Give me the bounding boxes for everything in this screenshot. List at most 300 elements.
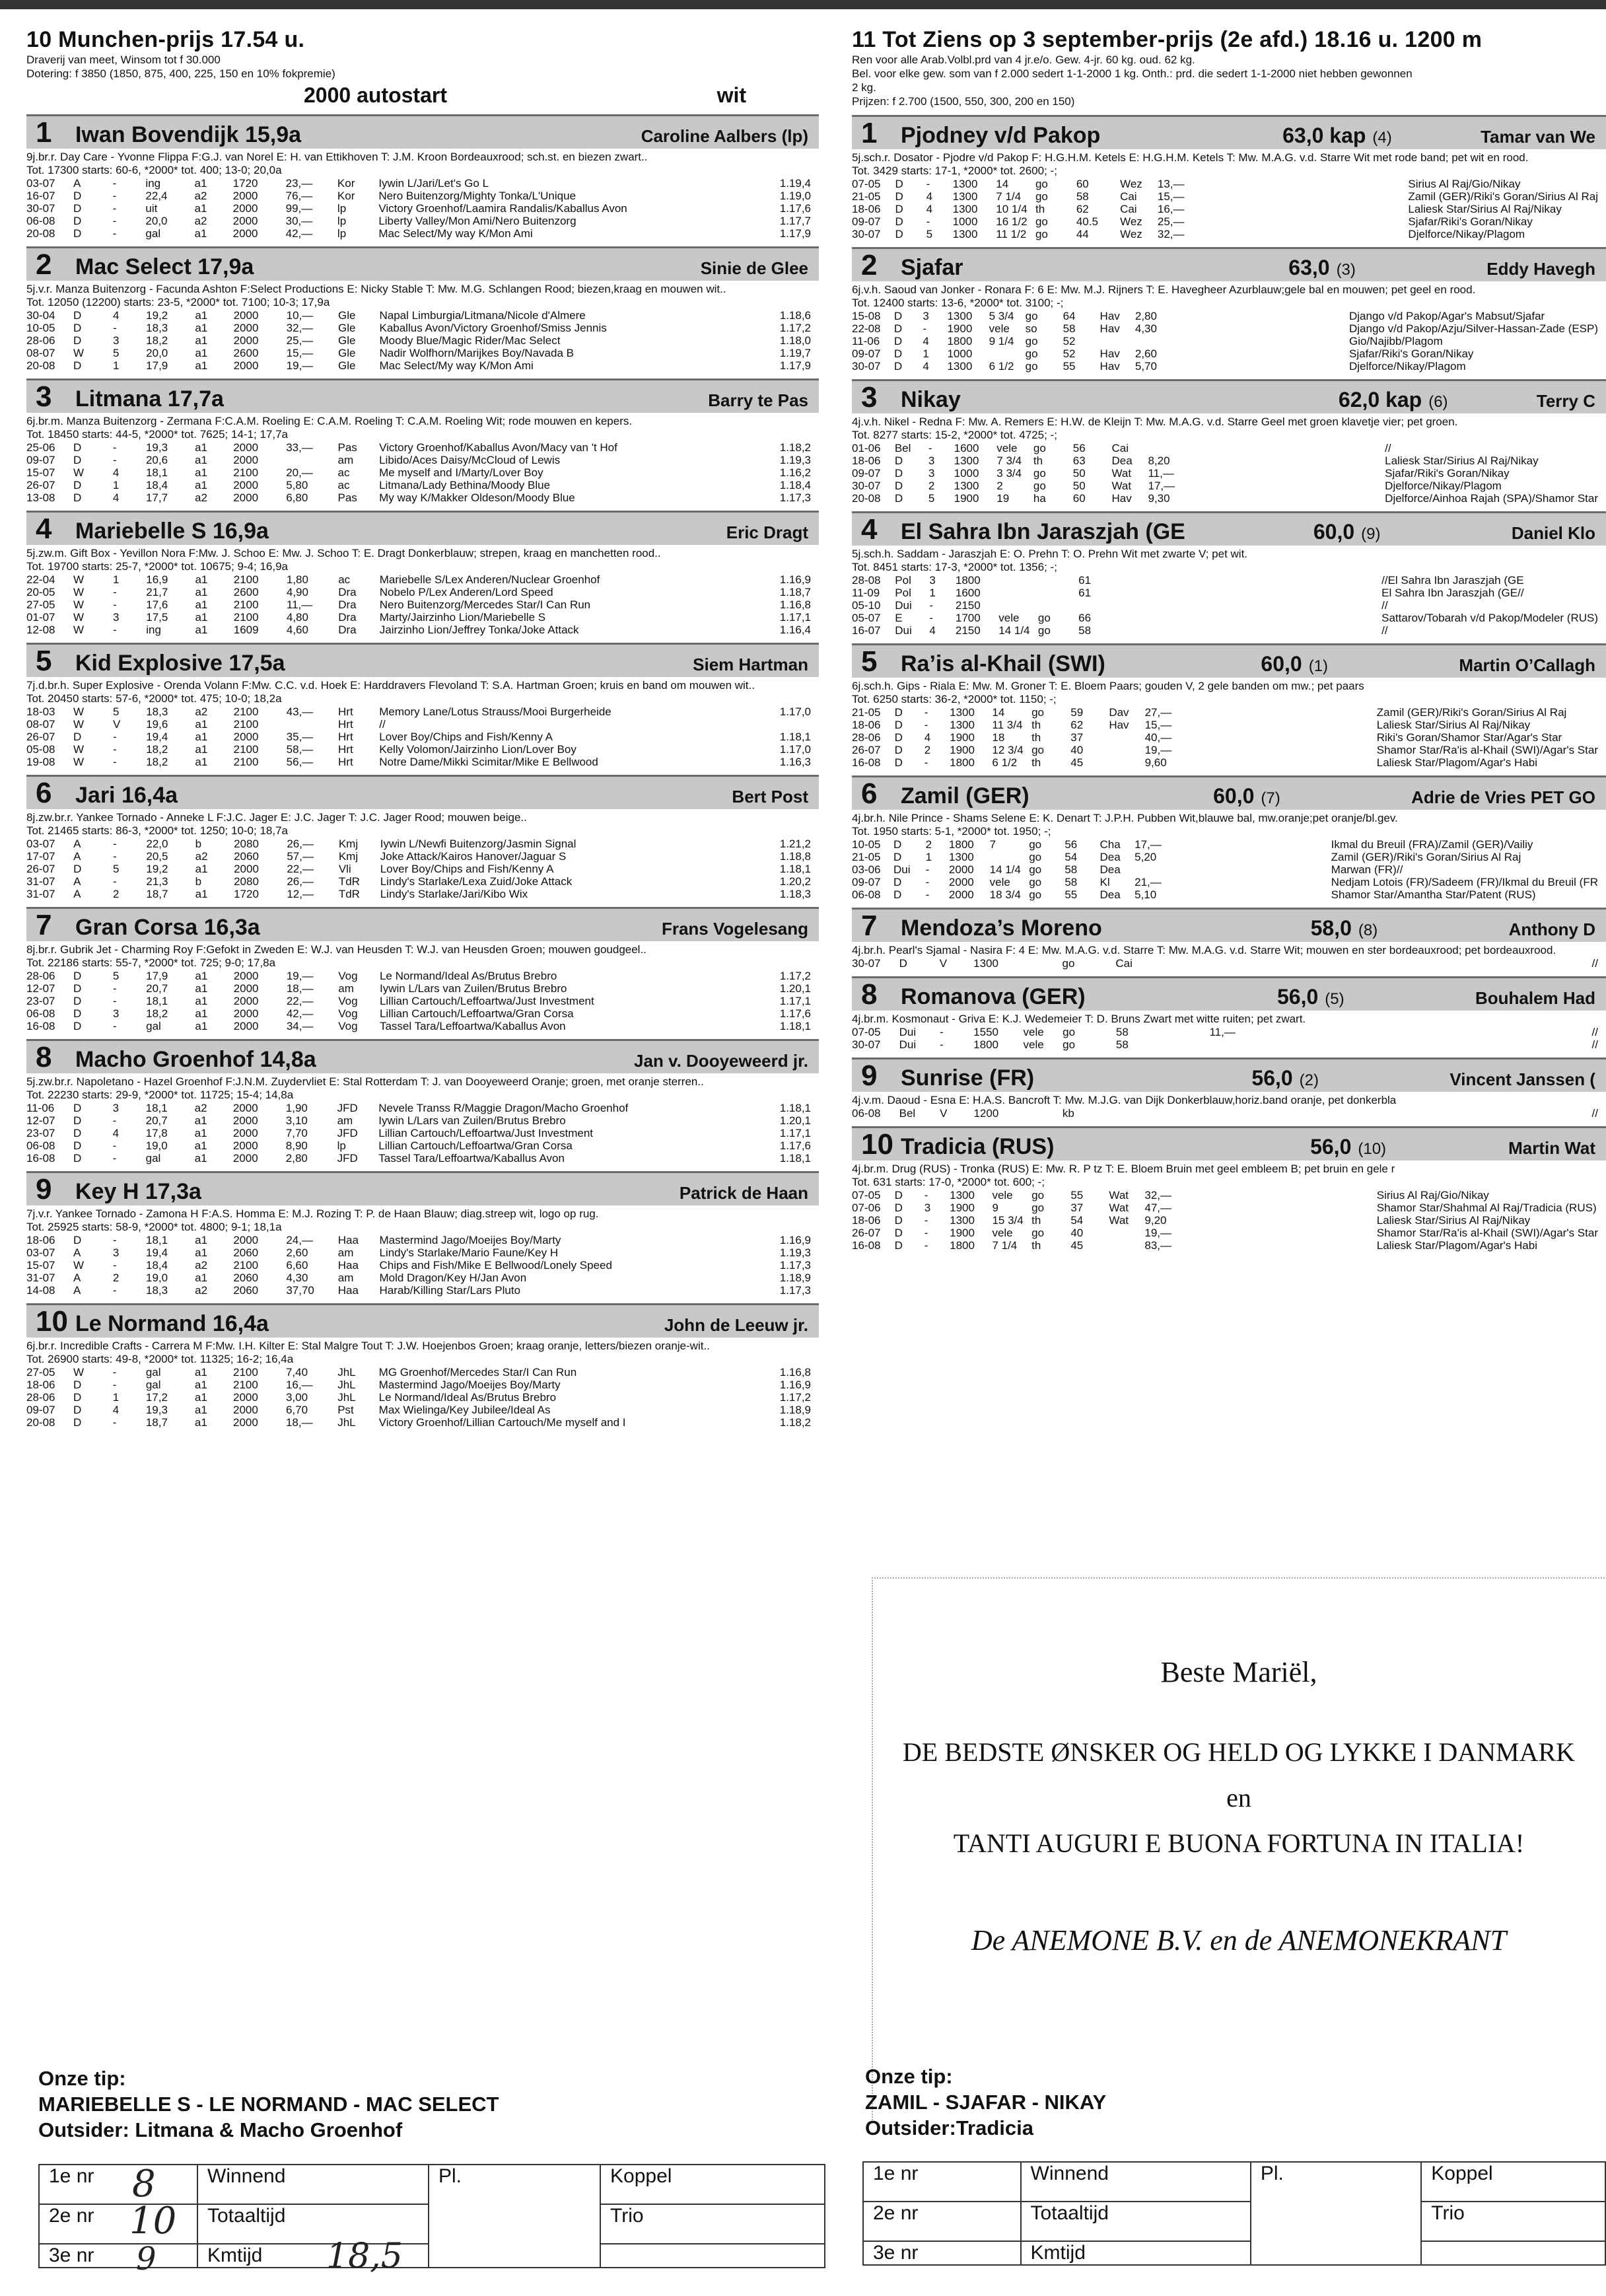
- form-cell: 26-07: [26, 731, 55, 743]
- form-cell: Bel: [899, 1107, 916, 1120]
- form-cell: 20,5: [146, 850, 168, 863]
- form-cell: 19,—: [1144, 744, 1172, 756]
- table-row: [26, 202, 819, 215]
- form-cell: 1.18,4: [779, 479, 811, 491]
- table-row: [852, 719, 1606, 731]
- form-cell: 2000: [233, 1391, 258, 1404]
- form-cell: 1: [113, 573, 120, 586]
- grid-koppel: Koppel: [1421, 2162, 1605, 2202]
- form-cell: Nevele Transs R/Maggie Dragon/Macho Groenhof: [378, 1102, 629, 1114]
- form-cell: a1: [195, 1234, 208, 1246]
- form-cell: A: [73, 838, 81, 850]
- form-cell: Lillian Cartouch/Leffoartwa/Gran Corsa: [379, 1007, 574, 1020]
- form-cell: Laliesk Star/Sirius Al Raj/Nikay: [1376, 719, 1531, 731]
- form-cell: -: [112, 1284, 117, 1297]
- form-cell: 22,4: [145, 190, 168, 202]
- horse-description: 5j.v.r. Manza Buitenzorg - Facunda Ashton F:Select Productions E: Nicky Stable T: Mw. M.G. Schlangen Rood; biezen,kraag en mouwen wit..: [26, 283, 726, 295]
- form-cell: 1300: [947, 360, 973, 373]
- table-row: [852, 1026, 1606, 1038]
- form-cell: 21-05: [852, 851, 881, 863]
- form-cell: 1.16,8: [779, 1366, 811, 1379]
- table-row: [852, 1227, 1606, 1239]
- form-cell: Hav: [1100, 310, 1120, 322]
- form-cell: W: [73, 573, 85, 586]
- form-cell: 17,5: [146, 611, 168, 624]
- form-cell: 2000: [234, 863, 259, 875]
- form-cell: 28-06: [26, 970, 55, 982]
- form-cell: 18,3: [146, 1284, 168, 1297]
- form-cell: Pol: [895, 587, 911, 599]
- table-row: [852, 957, 1606, 970]
- form-cell: go: [1029, 888, 1042, 901]
- form-cell: 17-07: [26, 850, 55, 863]
- form-cell: a1: [195, 334, 208, 347]
- form-cell: go: [1062, 957, 1075, 970]
- form-cell: 07-06: [852, 1202, 881, 1214]
- horse-name: Romanova (GER): [901, 984, 1086, 1009]
- form-cell: 20-08: [26, 227, 55, 240]
- form-cell: gal: [145, 1152, 161, 1165]
- form-cell: Wez: [1120, 215, 1142, 228]
- form-cell: Lillian Cartouch/Leffoartwa/Gran Corsa: [378, 1139, 573, 1152]
- form-cell: -: [112, 982, 117, 995]
- form-cell: [1100, 335, 1135, 347]
- horse-description: 7j.d.br.h. Super Explosive - Orenda Volann F:Mw. C.C. v.d. Hoek E: Harddravers Flevoland T: S.A. Hartman Groen; kruis en band om mouwen wit..: [26, 679, 755, 692]
- horse-entry: [26, 378, 819, 504]
- table-row: [26, 624, 819, 636]
- horse-jockey: Barry te Pas: [708, 390, 808, 410]
- horse-career-totals: Tot. 17300 starts: 60-6, *2000* tot. 400; 13-0; 20,0a: [26, 164, 282, 176]
- form-cell: Wez: [1120, 178, 1142, 190]
- form-cell: 1.18,6: [779, 309, 811, 322]
- form-cell: go: [1025, 360, 1038, 373]
- form-cell: 1900: [950, 1227, 975, 1239]
- form-cell: 19-08: [26, 756, 55, 768]
- form-cell: am: [337, 1272, 354, 1284]
- form-cell: 56,—: [286, 756, 314, 768]
- form-cell: Hrt: [338, 756, 353, 768]
- form-cell: 2000: [233, 1007, 259, 1020]
- form-cell: 3: [112, 334, 120, 347]
- form-cell: 5 3/4: [989, 310, 1014, 322]
- form-cell: 22,0: [146, 838, 168, 850]
- form-cell: 1900: [950, 1202, 975, 1214]
- form-cell: 31-07: [26, 888, 55, 900]
- form-cell: 20-08: [26, 1416, 55, 1429]
- form-cell: -: [112, 454, 117, 466]
- form-cell: a1: [195, 598, 208, 611]
- form-cell: a1: [195, 982, 208, 995]
- form-cell: Sattarov/Tobarah v/d Pakop/Modeler (RUS): [1381, 612, 1598, 624]
- form-cell: 3: [923, 310, 929, 322]
- grid-row-3-label: 3e nr: [39, 2244, 197, 2268]
- form-cell: Gle: [338, 309, 356, 322]
- handwritten-pick-3: 9: [136, 2241, 157, 2278]
- horse-description: 5j.zw.m. Gift Box - Yevillon Nora F:Mw. J. Schoo E: Mw. J. Schoo T: E. Dragt Donkerblauw; strepen, kraag en manchetten rood..: [26, 547, 661, 559]
- form-cell: 1300: [948, 851, 974, 863]
- form-cell: D: [73, 863, 82, 875]
- form-cell: Mac Select/My way K/Mon Ami: [378, 227, 533, 240]
- form-cell: 1300: [950, 706, 975, 719]
- form-cell: 4: [926, 203, 933, 215]
- form-cell: D: [73, 1139, 82, 1152]
- form-cell: -: [112, 731, 117, 743]
- form-cell: 14 1/4: [989, 863, 1021, 876]
- table-row: [26, 875, 819, 888]
- form-cell: Vog: [338, 970, 358, 982]
- form-cell: 5,70: [1135, 360, 1157, 373]
- form-cell: 1.16,8: [779, 598, 811, 611]
- form-cell: Gle: [338, 359, 356, 372]
- form-cell: 2000: [232, 1152, 258, 1165]
- form-cell: 45: [1070, 1239, 1084, 1252]
- form-cell: Djelforce/Nikay/Plagom: [1408, 228, 1525, 240]
- form-cell: D: [894, 480, 903, 492]
- form-cell: Memory Lane/Lotus Strauss/Mooi Burgerheide: [379, 705, 611, 718]
- form-cell: Nero Buitenzorg/Mighty Tonka/L'Unique: [378, 190, 576, 202]
- form-cell: Dea: [1100, 851, 1121, 863]
- form-cell: 25-06: [26, 441, 55, 454]
- form-cell: 1300: [952, 190, 978, 203]
- form-cell: 2080: [234, 875, 259, 888]
- form-cell: 4,60: [286, 624, 308, 636]
- form-cell: 32,—: [1157, 228, 1185, 240]
- form-cell: Dea: [1100, 863, 1121, 876]
- form-cell: Dui: [899, 1038, 917, 1051]
- form-cell: 50: [1072, 480, 1086, 492]
- form-cell: D: [893, 838, 902, 851]
- horse-jockey: Terry C: [1536, 391, 1595, 411]
- form-cell: 1.18,9: [779, 1272, 811, 1284]
- horse-header: [26, 1171, 819, 1205]
- form-cell: Djelforce/Nikay/Plagom: [1385, 480, 1502, 492]
- form-cell: 1.17,9: [779, 227, 811, 240]
- form-cell: a1: [195, 888, 208, 900]
- form-cell: Sjafar/Riki's Goran/Nikay: [1349, 347, 1474, 360]
- form-cell: a1: [195, 863, 208, 875]
- form-cell: [1168, 1107, 1209, 1120]
- table-row: [26, 227, 819, 240]
- form-cell: 1.17,6: [779, 1007, 811, 1020]
- form-cell: 21,7: [146, 586, 168, 598]
- form-cell: -: [928, 442, 932, 454]
- table-row: [852, 467, 1606, 480]
- form-cell: go: [1037, 624, 1051, 637]
- form-cell: 30-04: [26, 309, 55, 322]
- form-cell: -: [924, 756, 928, 769]
- form-cell: Dui: [895, 599, 912, 612]
- table-row: [26, 1259, 819, 1272]
- horse-entry: [26, 114, 819, 240]
- form-cell: 18,7: [145, 1416, 168, 1429]
- form-cell: My way K/Makker Oldeson/Moody Blue: [379, 491, 575, 504]
- form-cell: 2000: [233, 454, 259, 466]
- form-cell: 4: [112, 466, 120, 479]
- form-cell: TdR: [338, 875, 360, 888]
- form-cell: Cai: [1120, 190, 1137, 203]
- greeting: [872, 1585, 1606, 1957]
- form-cell: 2000: [233, 731, 259, 743]
- table-row: [26, 586, 819, 598]
- form-cell: Victory Groenhof/Laamira Randalis/Kaballus Avon: [378, 202, 627, 215]
- form-cell: go: [1035, 178, 1048, 190]
- form-cell: [1168, 1038, 1210, 1051]
- form-cell: 18,1: [145, 1102, 168, 1114]
- form-cell: [1024, 957, 1063, 970]
- horse-name: Mac Select 17,9a: [75, 254, 254, 279]
- grid-kmtijd: Kmtijd: [1021, 2241, 1251, 2265]
- horse-description: 5j.sch.h. Saddam - Jaraszjah E: O. Prehn T: O. Prehn Wit met zwarte V; pet wit.: [852, 548, 1248, 560]
- form-cell: [990, 851, 1030, 863]
- form-cell: D: [73, 1007, 82, 1020]
- horse-jockey: Bert Post: [732, 787, 808, 807]
- form-cell: 21,3: [146, 875, 168, 888]
- form-cell: 20,6: [145, 454, 168, 466]
- horse-description: 4j.br.m. Drug (RUS) - Tronka (RUS) E: Mw. R. P tz T: E. Bloem Bruin met geel embleem B; pet bruin en gele r: [852, 1163, 1395, 1175]
- form-cell: a1: [194, 1404, 207, 1416]
- form-cell: Cha: [1100, 838, 1121, 851]
- horse-career-totals: Tot. 12050 (12200) starts: 23-5, *2000* tot. 7100; 10-3; 17,9a: [26, 296, 330, 308]
- horse-description: 4j.v.h. Nikel - Redna F: Mw. A. Remers E: H.W. de Kleijn T: Mw. M.A.G. v.d. Starre Geel met groen klavetje vier; pet groen.: [852, 415, 1458, 428]
- form-cell: 5: [113, 863, 120, 875]
- form-cell: 28-06: [26, 334, 55, 347]
- form-cell: Sjafar/Riki's Goran/Nikay: [1385, 467, 1510, 480]
- table-row: [852, 203, 1606, 215]
- horse-jockey: Tamar van We: [1481, 127, 1595, 147]
- form-cell: 18,1: [146, 995, 168, 1007]
- form-cell: 33,—: [286, 441, 313, 454]
- form-cell: 1.17,0: [779, 743, 811, 756]
- form-cell: W: [73, 756, 85, 768]
- horse-name: Sjafar: [901, 255, 963, 280]
- form-cell: -: [112, 227, 117, 240]
- form-cell: 58: [1065, 876, 1078, 888]
- race-11-weights: Bel. voor elke gew. som van f 2.000 sedert 1-1-2000 1 kg. Onth.: prd. die sedert 1-1-2000 niet hebben gewonnen: [852, 67, 1413, 80]
- draw-position: (2): [1299, 1071, 1319, 1089]
- form-cell: 1.20,1: [779, 1114, 811, 1127]
- horse-description: 4j.br.h. Nile Prince - Shams Selene E: K. Denart T: J.P.H. Pubben Wit,blauwe bal, mw.oranje;pet oranje/bl.gev.: [852, 812, 1398, 824]
- form-cell: Zamil (GER)/Riki's Goran/Sirius Al Raj: [1408, 190, 1598, 203]
- form-cell: TdR: [338, 888, 360, 900]
- form-cell: 05-10: [852, 599, 881, 612]
- form-cell: 25,—: [1157, 215, 1185, 228]
- form-cell: Shamor Star/Ra'is al-Khail (SWI)/Agar's Star: [1376, 744, 1598, 756]
- form-cell: 16-08: [852, 756, 881, 769]
- form-cell: 2000: [233, 479, 259, 491]
- form-cell: 05-07: [852, 612, 881, 624]
- form-cell: JhL: [337, 1379, 356, 1391]
- form-cell: 40: [1070, 744, 1084, 756]
- form-cell: [1209, 957, 1591, 970]
- form-cell: b: [195, 838, 202, 850]
- form-cell: 4,30: [286, 1272, 308, 1284]
- form-cell: W: [73, 705, 85, 718]
- table-row: [852, 838, 1606, 851]
- horse-description: 7j.v.r. Yankee Tornado - Zamona H F:A.S. Homma E: M.J. Rozing T: P. de Haan Blauw; diag.streep wit, logo op rug.: [26, 1207, 599, 1220]
- form-cell: 64: [1063, 310, 1076, 322]
- form-cell: 57,—: [287, 850, 314, 863]
- form-cell: 26-07: [852, 1227, 881, 1239]
- form-cell: A: [73, 177, 81, 190]
- form-cell: D: [894, 1189, 903, 1202]
- form-cell: -: [924, 1239, 928, 1252]
- form-cell: Django v/d Pakop/Azju/Silver-Hassan-Zade (ESP): [1349, 322, 1598, 335]
- form-cell: 2100: [233, 598, 259, 611]
- form-cell: 18,4: [145, 479, 168, 491]
- grid-koppel: Koppel: [600, 2165, 825, 2204]
- form-cell: 55: [1070, 1189, 1084, 1202]
- form-cell: 23,—: [285, 177, 313, 190]
- form-cell: 5: [112, 705, 120, 718]
- form-cell: 14-08: [26, 1284, 55, 1297]
- table-row: [852, 360, 1606, 373]
- form-cell: Haa: [337, 1284, 359, 1297]
- form-cell: 2060: [233, 1246, 259, 1259]
- form-cell: 1900: [947, 322, 973, 335]
- form-cell: V: [940, 1107, 948, 1120]
- form-cell: Cai: [1115, 957, 1133, 970]
- form-cell: 1700: [955, 612, 981, 624]
- form-cell: 43,—: [286, 705, 314, 718]
- form-cell: 55: [1065, 888, 1078, 901]
- form-cell: -: [112, 756, 117, 768]
- form-cell: 2000: [232, 1102, 258, 1114]
- form-cell: A: [73, 875, 81, 888]
- form-cell: -: [112, 1114, 117, 1127]
- form-cell: Moody Blue/Magic Rider/Mac Select: [379, 334, 561, 347]
- form-cell: 3: [929, 574, 936, 587]
- form-cell: 2,80: [1135, 310, 1157, 322]
- form-cell: 1: [929, 587, 936, 599]
- form-cell: 1.17,9: [779, 359, 811, 372]
- table-row: [26, 322, 819, 334]
- form-cell: Le Normand/Ideal As/Brutus Brebro: [379, 970, 557, 982]
- form-cell: Bel: [894, 442, 911, 454]
- form-cell: -: [926, 178, 930, 190]
- form-cell: 11-06: [852, 335, 880, 347]
- form-cell: go: [1031, 1227, 1045, 1239]
- grid-row-1-label: 1e nr: [863, 2162, 1021, 2202]
- form-cell: 13-08: [26, 491, 55, 504]
- form-cell: [1116, 1107, 1168, 1120]
- form-cell: 20,7: [145, 1114, 168, 1127]
- form-cell: 23-07: [26, 1127, 55, 1139]
- form-cell: a1: [195, 1272, 208, 1284]
- form-cell: 22,—: [286, 995, 314, 1007]
- table-row: [852, 347, 1606, 360]
- form-cell: a2: [194, 190, 207, 202]
- form-cell: Djelforce/Ainhoa Rajah (SPA)/Shamor Star: [1385, 492, 1598, 505]
- form-cell: Hav: [1100, 347, 1120, 360]
- form-cell: 52: [1063, 335, 1076, 347]
- form-cell: 2000: [232, 215, 258, 227]
- form-cell: am: [338, 982, 354, 995]
- form-cell: Dui: [899, 1026, 917, 1038]
- form-cell: go: [1025, 347, 1038, 360]
- form-cell: go: [1031, 1202, 1045, 1214]
- form-cell: th: [1033, 454, 1043, 467]
- horse-header: [26, 246, 819, 281]
- form-cell: W: [73, 624, 85, 636]
- table-row: [26, 1007, 819, 1020]
- form-cell: 30-07: [852, 957, 881, 970]
- form-cell: D: [893, 888, 902, 901]
- grid-row-2-label: 2e nr: [39, 2204, 197, 2244]
- form-cell: 2000: [232, 227, 258, 240]
- horse-header: [852, 115, 1606, 149]
- horse-header: [26, 907, 819, 941]
- form-cell: Kl: [1100, 876, 1110, 888]
- form-cell: D: [73, 1391, 82, 1404]
- form-cell: Kor: [337, 190, 355, 202]
- form-cell: -: [113, 850, 117, 863]
- form-cell: A: [73, 888, 81, 900]
- form-cell: Pst: [337, 1404, 354, 1416]
- form-cell: a1: [194, 1391, 207, 1404]
- form-cell: 23-07: [26, 995, 55, 1007]
- form-table: [852, 442, 1606, 505]
- start-colour: wit: [716, 83, 746, 107]
- horse-jockey: Adrie de Vries PET GO: [1411, 787, 1595, 807]
- form-cell: Iywin L/Lars van Zuilen/Brutus Brebro: [379, 982, 567, 995]
- form-cell: -: [112, 995, 117, 1007]
- form-cell: 06-08: [26, 1139, 55, 1152]
- form-cell: Pol: [895, 574, 911, 587]
- form-cell: D: [73, 441, 82, 454]
- race-11-column: [852, 26, 1606, 1252]
- horse-name: Kid Explosive 17,5a: [75, 651, 285, 676]
- form-cell: D: [73, 202, 82, 215]
- form-cell: 1800: [973, 1038, 998, 1051]
- form-cell: D: [73, 1114, 82, 1127]
- form-cell: 1.16,9: [779, 573, 811, 586]
- form-cell: a2: [194, 215, 207, 227]
- race-11-conditions: Ren voor alle Arab.Volbl.prd van 4 jr.e/o. Gew. 4-jr. 60 kg. oud. 62 kg.: [852, 54, 1195, 66]
- form-cell: -: [924, 1189, 928, 1202]
- form-cell: -: [113, 624, 117, 636]
- horse-number: 3: [861, 381, 878, 413]
- form-cell: 63: [1072, 454, 1086, 467]
- form-cell: 1200: [973, 1107, 999, 1120]
- form-cell: D: [893, 876, 902, 888]
- form-cell: D: [895, 215, 903, 228]
- table-row: [26, 850, 819, 863]
- table-row: [26, 1366, 819, 1379]
- form-cell: //: [1381, 599, 1388, 612]
- form-cell: [1135, 335, 1349, 347]
- table-row: [26, 359, 819, 372]
- form-cell: 10,—: [286, 309, 314, 322]
- form-cell: D: [73, 995, 82, 1007]
- form-cell: Laliesk Star/Plagom/Agar's Habi: [1376, 1239, 1537, 1252]
- table-row: [26, 454, 819, 466]
- form-cell: a1: [194, 1139, 207, 1152]
- form-cell: vele: [1023, 1038, 1044, 1051]
- form-cell: 7,70: [285, 1127, 308, 1139]
- form-cell: MG Groenhof/Mercedes Star/I Can Run: [378, 1366, 577, 1379]
- form-cell: JhL: [337, 1391, 356, 1404]
- form-cell: 1.18,8: [779, 850, 811, 863]
- form-cell: 09-07: [852, 876, 881, 888]
- form-cell: 18,1: [145, 466, 168, 479]
- form-cell: Haa: [337, 1259, 359, 1272]
- horse-description: 9j.br.r. Day Care - Yvonne Flippa F:G.J. van Norel E: H. van Ettikhoven T: J.M. Kroon Bordeauxrood; sch.st. en biezen zwart..: [26, 151, 648, 163]
- form-cell: -: [112, 1366, 117, 1379]
- form-cell: [1146, 574, 1381, 587]
- grid-row-2-label: 2e nr: [863, 2202, 1021, 2241]
- form-cell: a1: [194, 1114, 207, 1127]
- form-cell: Iywin L/Newfi Buitenzorg/Jasmin Signal: [380, 838, 576, 850]
